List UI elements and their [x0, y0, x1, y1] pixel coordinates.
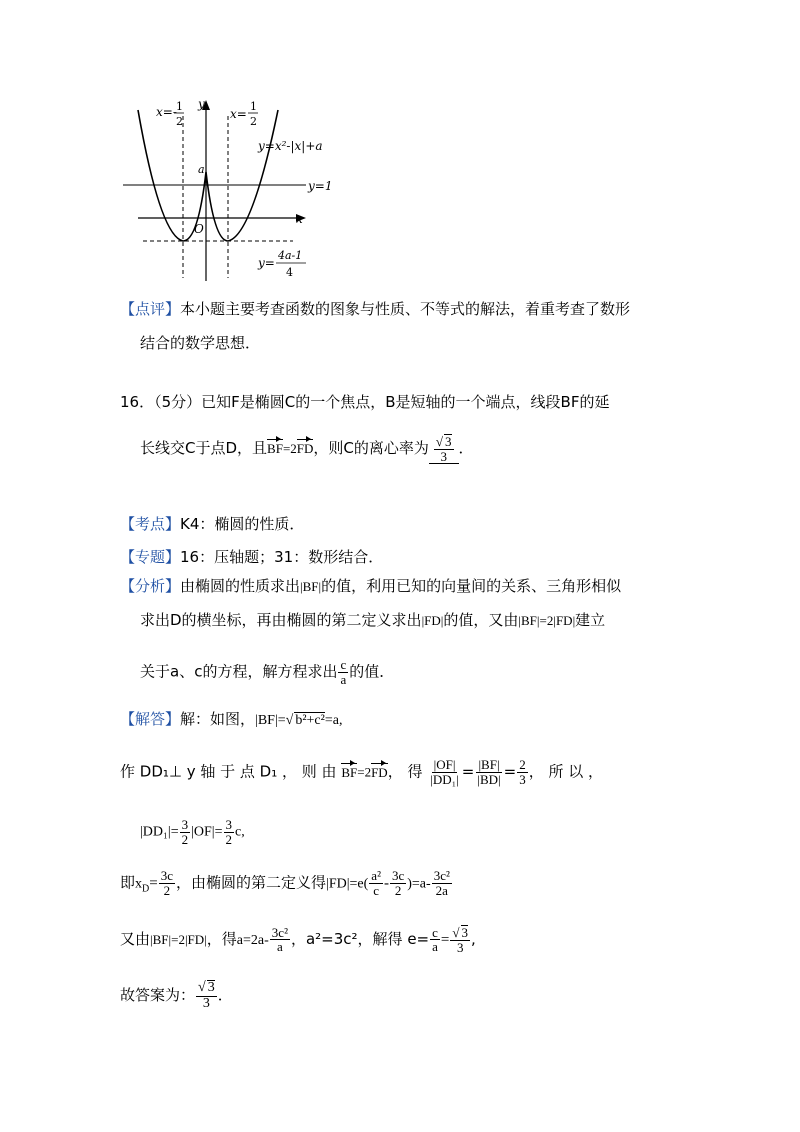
label-x-neg-num: 1 [176, 100, 183, 113]
fenxi-line-1 [120, 575, 621, 596]
jieda-frac-3-2-a: $\frac{3}{2}$ [181, 817, 189, 847]
jieda-text-2b: ， 得 [387, 762, 423, 781]
jieda-frac-3-2-b: $\frac{3}{2}$ [225, 817, 233, 847]
label-x-pos-num: 1 [250, 100, 257, 113]
kaodian-line [120, 513, 304, 534]
label-y1: y=1 [308, 179, 333, 193]
label-min-den: 4 [286, 266, 293, 279]
jieda-of: |OF|= [191, 824, 223, 840]
jieda-end-1: =a, [324, 713, 343, 728]
jieda-frac-sqrt3-3: $\frac{√ 3}{3}$ [452, 925, 469, 955]
jieda-frac-of-dd1: $\frac{|OF|}{\text{|DD₁|}}$ [430, 757, 459, 787]
label-x-axis: x [296, 212, 303, 226]
fenxi-rel: |BF|=2|FD| [518, 613, 576, 628]
q16-end: ． [458, 439, 474, 458]
jieda-text-2c: ， 所 以 ， [528, 762, 604, 781]
jieda-text-5a: 又由 [120, 930, 151, 949]
review-line-2: 结合的数学思想． [140, 334, 261, 352]
fenxi-text-2a: 求出D的横坐标，再由椭圆的第二定义求出 [140, 611, 422, 629]
jieda-frac-3c-2-b: $\frac{3c}{2}$ [391, 868, 405, 898]
jieda-bf: |BF|= [255, 713, 286, 728]
q16-answer-sqrt: 3 [445, 434, 452, 449]
fenxi-line-3 [140, 658, 394, 686]
q16-text-2a: 长线交C于点D，且 [140, 439, 268, 458]
jieda-line-6: 故答案为： $\frac{√ 3}{3}$ ． [120, 980, 233, 1011]
jieda-text-1a: 解：如图， [180, 710, 256, 728]
jieda-line-3 [140, 818, 245, 846]
jieda-tag: 【解答】 [120, 710, 181, 728]
label-min-num: 4a-1 [278, 249, 303, 262]
function-graph [118, 96, 348, 286]
label-x-pos-den: 2 [250, 115, 257, 128]
zhuanti-text: 16：压轴题；31：数形结合． [180, 548, 384, 566]
fenxi-line-2 [140, 609, 605, 630]
q16-line-2 [140, 434, 474, 464]
kaodian-text: K4：椭圆的性质． [180, 515, 305, 533]
label-min-y: y= [258, 256, 275, 270]
function-graph-svg [118, 96, 348, 286]
review-text-1: 本小题主要考查函数的图象与性质、不等式的解法，着重考查了数形 [180, 300, 631, 318]
label-origin: O [194, 222, 204, 236]
fenxi-text-3a: 关于a、c的方程，解方程求出 [140, 662, 338, 681]
review-tag: 【点评】 [120, 300, 181, 318]
jieda-answer-label: 故答案为： [120, 986, 196, 1005]
q16-eq: =2 [282, 441, 297, 457]
fenxi-text-3b: 的值． [349, 662, 395, 681]
jieda-frac-3c2-a: $\frac{\text{3c²}}{a}$ [271, 924, 288, 955]
fenxi-text-2c: 建立 [575, 611, 606, 629]
review-line-1 [120, 298, 630, 319]
q16-answer-den: 3 [440, 448, 447, 464]
jieda-final-answer: $\frac{√ 3}{3}$ [198, 980, 215, 1011]
fenxi-tag: 【分析】 [120, 577, 181, 595]
fenxi-text-2b: 的值，又由 [443, 611, 519, 629]
label-a: a [198, 163, 205, 176]
jieda-frac-c-a: $\frac{c}{a}$ [432, 924, 438, 955]
label-function: y=x²-|x|+a [258, 139, 323, 153]
fenxi-frac: $\frac{c}{a}$ [340, 657, 347, 687]
jieda-c: c, [235, 824, 245, 840]
jieda-line-1: 【解答】解：如图，|BF|=√ b²+c²=a, [120, 710, 343, 728]
jieda-frac-bf-bd: $\frac{|BF|}{|BD|}$ [477, 757, 501, 787]
label-x-neg-den: 2 [176, 115, 183, 128]
q16-vec-bf: BF [267, 441, 283, 457]
fenxi-fd: |FD| [421, 613, 444, 628]
jieda-frac-a2-c: $\frac{\text{a²}}{c}$ [371, 868, 381, 898]
q16-line-1 [120, 391, 609, 412]
fenxi-bf: |BF| [300, 579, 322, 594]
kaodian-tag: 【考点】 [120, 515, 181, 533]
jieda-line-4: 即$x_D=$ $\frac{3c}{2}$ ，由椭圆的第二定义得|FD|=e( $\frac{\text{a²}}{c}$ - $\frac{3c}{2}$ )=a- $\frac{\text{3c²}}{2a}$ [120, 868, 450, 898]
jieda-rel: |BF|=2|FD| [150, 932, 207, 948]
jieda-line-2: 作 DD₁⊥ y 轴 于 点 D₁ ， 则 由 BF=2FD， 得 $\frac{|OF|}{\text{|DD₁|}}$ = $\frac{|BF|}{|BD|}$ = $\frac{2}{3}$ ， 所 以 ， [120, 757, 604, 787]
q16-answer: $\frac{√ 3}{3}$ [435, 434, 452, 464]
jieda-dd1: |DD₁|= [140, 824, 179, 840]
label-x-pos: x= [230, 107, 247, 121]
jieda-line-5: 又由|BF|=2|FD|，得a=2a- $\frac{\text{3c²}}{a}$ ，a²=3c²，解得 e= $\frac{c}{a}$ = $\frac{√ 3}{3}$ , [120, 924, 476, 955]
fenxi-text-1a: 由椭圆的性质求出 [180, 577, 301, 595]
label-x-neg: x=- [156, 105, 177, 119]
jieda-fd-e: |FD|=e( [326, 876, 369, 892]
jieda-vec-bf: BF [341, 764, 358, 780]
function-curve [138, 110, 278, 241]
jieda-text-5d: ，a²=3c²，解得 e= [290, 930, 430, 949]
jieda-frac-3c2-2a: $\frac{\text{3c²}}{2a}$ [433, 868, 450, 898]
q16-answer-blank [429, 434, 459, 464]
jieda-text-4b: ，由椭圆的第二定义得 [176, 873, 327, 892]
jieda-xd: x [135, 876, 143, 892]
q16-text-2b: ，则C的离心率为 [313, 439, 429, 458]
jieda-frac-3c-2: $\frac{3c}{2}$ [160, 868, 173, 898]
jieda-text-2a: 作 DD₁⊥ y 轴 于 点 D₁ ， 则 由 [120, 762, 337, 781]
jieda-sqrt-1: b²+c² [295, 713, 325, 728]
q16-number: 16．（5分） [120, 393, 202, 411]
jieda-vec-fd: FD [371, 764, 388, 780]
zhuanti-line [120, 546, 383, 567]
jieda-ji: 即 [120, 873, 136, 892]
zhuanti-tag: 【专题】 [120, 548, 181, 566]
fenxi-text-1b: 的值，利用已知的向量间的关系、三角形相似 [321, 577, 622, 595]
label-y-axis: y [198, 97, 205, 111]
jieda-a-eq: a=2a- [236, 933, 269, 949]
q16-text-1: 已知F是椭圆C的一个焦点，B是短轴的一个端点，线段BF的延 [201, 393, 610, 411]
jieda-frac-2-3: $\frac{2}{3}$ [519, 757, 526, 787]
q16-vec-fd: FD [296, 441, 314, 457]
